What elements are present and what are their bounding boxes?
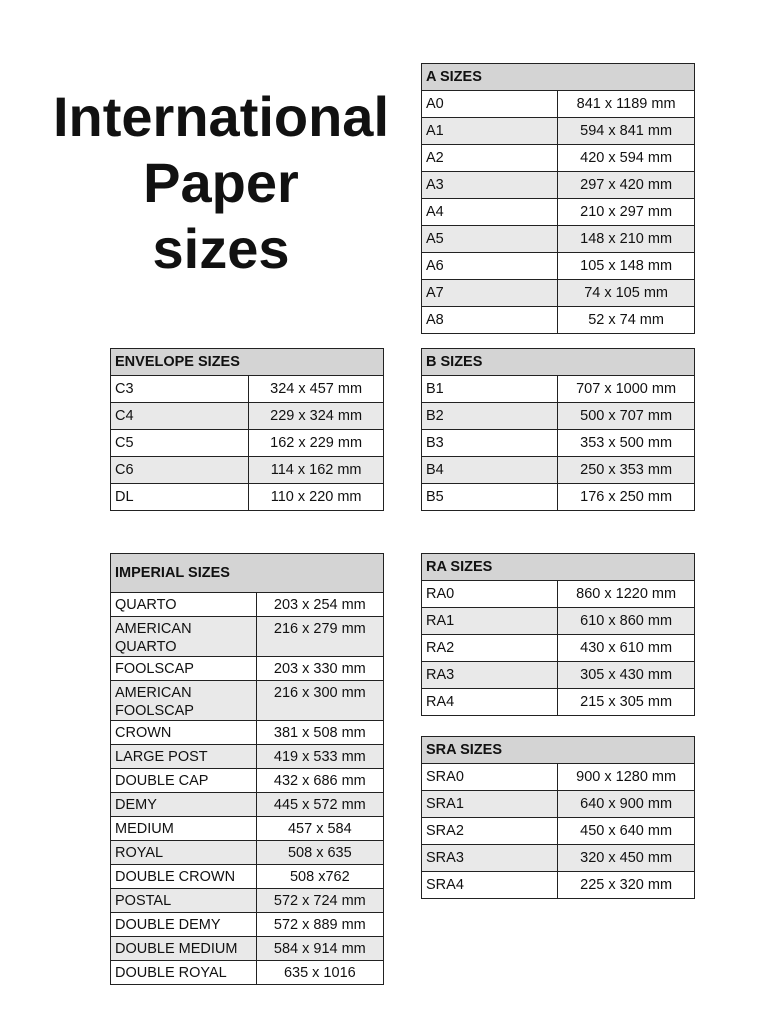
table-row <box>422 199 695 226</box>
table-row <box>422 689 695 716</box>
size-name-cell: FOOLSCAP <box>111 657 257 681</box>
size-value-cell: 216 x 279 mm <box>256 617 383 657</box>
size-value-cell: 420 x 594 mm <box>558 145 695 172</box>
sra-sizes-table <box>421 736 695 899</box>
table-row <box>422 403 695 430</box>
size-name-cell: A4 <box>422 199 558 226</box>
size-name-cell: C3 <box>111 376 249 403</box>
size-value-cell: 215 x 305 mm <box>558 689 695 716</box>
table-row <box>422 764 695 791</box>
title-line-2: Paper <box>143 151 299 214</box>
table-row <box>111 889 384 913</box>
size-value-cell: 594 x 841 mm <box>558 118 695 145</box>
size-value-cell: 707 x 1000 mm <box>558 376 695 403</box>
size-value-cell: 572 x 889 mm <box>256 913 383 937</box>
table-row <box>111 841 384 865</box>
size-name-cell: DL <box>111 484 249 511</box>
size-name-cell: LARGE POST <box>111 745 257 769</box>
a-sizes-header: A SIZES <box>422 64 695 91</box>
size-name-cell: C4 <box>111 403 249 430</box>
size-value-cell: 305 x 430 mm <box>558 662 695 689</box>
title-line-3: sizes <box>152 217 290 280</box>
size-name-cell: B5 <box>422 484 558 511</box>
size-name-cell: SRA2 <box>422 818 558 845</box>
size-name-cell: RA1 <box>422 608 558 635</box>
size-name-cell: DOUBLE CAP <box>111 769 257 793</box>
size-value-cell: 353 x 500 mm <box>558 430 695 457</box>
ra-sizes-table <box>421 553 695 716</box>
size-value-cell: 320 x 450 mm <box>558 845 695 872</box>
size-name-cell: A6 <box>422 253 558 280</box>
size-value-cell: 114 x 162 mm <box>249 457 384 484</box>
size-value-cell: 450 x 640 mm <box>558 818 695 845</box>
table-row <box>111 403 384 430</box>
size-value-cell: 508 x 635 <box>256 841 383 865</box>
size-name-cell: B2 <box>422 403 558 430</box>
size-name-cell: B4 <box>422 457 558 484</box>
size-value-cell: 297 x 420 mm <box>558 172 695 199</box>
size-name-cell: DOUBLE ROYAL <box>111 961 257 985</box>
size-value-cell: 210 x 297 mm <box>558 199 695 226</box>
table-row <box>111 457 384 484</box>
size-value-cell: 584 x 914 mm <box>256 937 383 961</box>
table-row <box>422 280 695 307</box>
size-value-cell: 203 x 254 mm <box>256 593 383 617</box>
envelope-sizes-table <box>110 348 384 511</box>
table-row <box>422 818 695 845</box>
size-name-cell: RA2 <box>422 635 558 662</box>
title-line-1: International <box>52 85 390 148</box>
size-name-cell: B3 <box>422 430 558 457</box>
size-value-cell: 640 x 900 mm <box>558 791 695 818</box>
b-sizes-table <box>421 348 695 511</box>
size-value-cell: 572 x 724 mm <box>256 889 383 913</box>
envelope-sizes-header: ENVELOPE SIZES <box>111 349 384 376</box>
page-title <box>40 84 402 282</box>
size-value-cell: 105 x 148 mm <box>558 253 695 280</box>
table-row <box>111 817 384 841</box>
table-row <box>111 484 384 511</box>
size-name-cell: QUARTO <box>111 593 257 617</box>
table-row <box>422 457 695 484</box>
table-row <box>422 872 695 899</box>
size-name-cell: SRA0 <box>422 764 558 791</box>
table-row <box>422 226 695 253</box>
table-row <box>422 172 695 199</box>
table-row <box>422 91 695 118</box>
table-row <box>111 793 384 817</box>
size-value-cell: 148 x 210 mm <box>558 226 695 253</box>
table-row <box>422 635 695 662</box>
table-row <box>422 845 695 872</box>
size-name-cell: DEMY <box>111 793 257 817</box>
sra-sizes-header: SRA SIZES <box>422 737 695 764</box>
table-row <box>422 484 695 511</box>
size-name-cell: SRA3 <box>422 845 558 872</box>
table-row <box>111 657 384 681</box>
size-name-cell: C5 <box>111 430 249 457</box>
table-row <box>111 913 384 937</box>
table-row <box>111 721 384 745</box>
size-name-cell: ROYAL <box>111 841 257 865</box>
size-value-cell: 110 x 220 mm <box>249 484 384 511</box>
size-name-cell: DOUBLE DEMY <box>111 913 257 937</box>
size-value-cell: 250 x 353 mm <box>558 457 695 484</box>
size-value-cell: 381 x 508 mm <box>256 721 383 745</box>
size-name-cell: A3 <box>422 172 558 199</box>
size-value-cell: 324 x 457 mm <box>249 376 384 403</box>
size-name-cell: A0 <box>422 91 558 118</box>
table-row <box>422 145 695 172</box>
size-value-cell: 203 x 330 mm <box>256 657 383 681</box>
size-value-cell: 432 x 686 mm <box>256 769 383 793</box>
table-row <box>111 681 384 721</box>
table-row <box>111 961 384 985</box>
size-name-cell: RA0 <box>422 581 558 608</box>
size-name-cell: B1 <box>422 376 558 403</box>
size-value-cell: 508 x762 <box>256 865 383 889</box>
size-name-cell: SRA4 <box>422 872 558 899</box>
ra-sizes-header: RA SIZES <box>422 554 695 581</box>
size-name-cell: A8 <box>422 307 558 334</box>
table-row <box>422 581 695 608</box>
table-row <box>111 376 384 403</box>
table-row <box>422 662 695 689</box>
size-name-cell: A1 <box>422 118 558 145</box>
size-name-cell: AMERICAN QUARTO <box>111 617 257 657</box>
size-name-cell: MEDIUM <box>111 817 257 841</box>
size-value-cell: 419 x 533 mm <box>256 745 383 769</box>
table-row <box>422 307 695 334</box>
size-name-cell: SRA1 <box>422 791 558 818</box>
a-sizes-table <box>421 63 695 334</box>
table-row <box>111 769 384 793</box>
imperial-sizes-table <box>110 553 384 985</box>
size-value-cell: 430 x 610 mm <box>558 635 695 662</box>
size-value-cell: 635 x 1016 <box>256 961 383 985</box>
table-row <box>422 253 695 280</box>
size-name-cell: CROWN <box>111 721 257 745</box>
size-name-cell: POSTAL <box>111 889 257 913</box>
size-value-cell: 500 x 707 mm <box>558 403 695 430</box>
size-value-cell: 225 x 320 mm <box>558 872 695 899</box>
size-value-cell: 841 x 1189 mm <box>558 91 695 118</box>
size-name-cell: RA3 <box>422 662 558 689</box>
size-name-cell: A2 <box>422 145 558 172</box>
table-row <box>111 430 384 457</box>
table-row <box>111 937 384 961</box>
size-name-cell: RA4 <box>422 689 558 716</box>
size-value-cell: 176 x 250 mm <box>558 484 695 511</box>
size-name-cell: A5 <box>422 226 558 253</box>
size-value-cell: 445 x 572 mm <box>256 793 383 817</box>
size-value-cell: 52 x 74 mm <box>558 307 695 334</box>
size-name-cell: AMERICAN FOOLSCAP <box>111 681 257 721</box>
b-sizes-header: B SIZES <box>422 349 695 376</box>
size-name-cell: DOUBLE MEDIUM <box>111 937 257 961</box>
size-value-cell: 216 x 300 mm <box>256 681 383 721</box>
size-name-cell: C6 <box>111 457 249 484</box>
table-row <box>422 376 695 403</box>
size-value-cell: 229 x 324 mm <box>249 403 384 430</box>
size-value-cell: 610 x 860 mm <box>558 608 695 635</box>
size-name-cell: DOUBLE CROWN <box>111 865 257 889</box>
size-name-cell: A7 <box>422 280 558 307</box>
imperial-sizes-header: IMPERIAL SIZES <box>111 554 384 593</box>
table-row <box>111 617 384 657</box>
table-row <box>422 608 695 635</box>
size-value-cell: 74 x 105 mm <box>558 280 695 307</box>
table-row <box>111 745 384 769</box>
table-row <box>111 865 384 889</box>
size-value-cell: 860 x 1220 mm <box>558 581 695 608</box>
table-row <box>422 430 695 457</box>
table-row <box>111 593 384 617</box>
table-row <box>422 791 695 818</box>
size-value-cell: 900 x 1280 mm <box>558 764 695 791</box>
size-value-cell: 457 x 584 <box>256 817 383 841</box>
table-row <box>422 118 695 145</box>
size-value-cell: 162 x 229 mm <box>249 430 384 457</box>
